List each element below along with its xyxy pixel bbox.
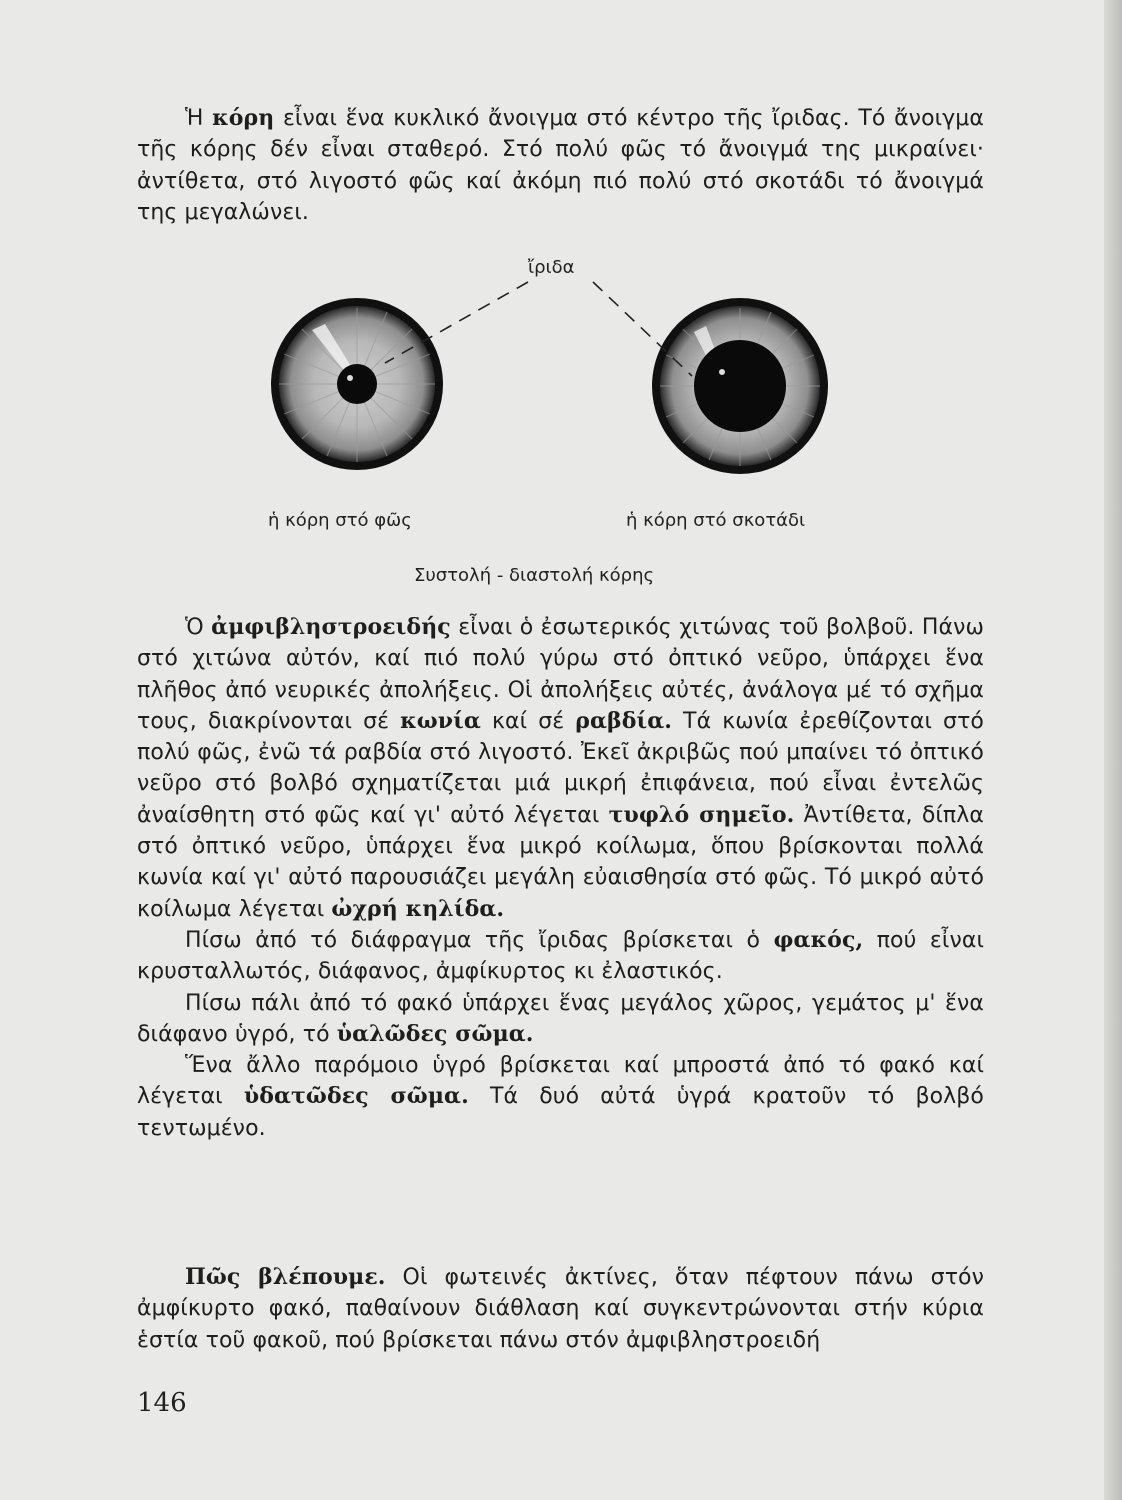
text-run: Ἡ	[185, 106, 213, 131]
bold-term: φακός,	[773, 926, 864, 953]
bold-term: ραβδία.	[575, 707, 673, 734]
eye-in-light	[271, 298, 443, 470]
paragraph-how-we-see	[137, 1262, 984, 1356]
paragraph-retina	[137, 612, 984, 925]
figure-title: Συστολή - διαστολή κόρης	[414, 565, 655, 586]
bold-term: Πῶς βλέπουμε.	[185, 1264, 386, 1290]
eye-in-dark	[652, 298, 828, 474]
text-run: Πίσω πάλι ἀπό τό φακό ὑπάρχει ἕνας μεγάλος χῶρος, γεμάτος μ' ἕνα διάφανο ὑγρό, τό	[137, 990, 984, 1047]
intro-text-block	[137, 103, 984, 228]
paragraph-lens	[137, 925, 984, 988]
bold-term: ὑαλῶδες σῶμα.	[336, 1020, 534, 1047]
paragraph-pupil	[137, 103, 984, 228]
page-number: 146	[137, 1388, 187, 1418]
iris-label: ἴριδα	[528, 257, 575, 278]
pupil-figure	[0, 250, 1122, 600]
text-run: εἶναι ἕνα κυκλικό ἄνοιγμα στό κέντρο τῆς ἴριδας. Τό ἄνοιγμα τῆς κόρης δέν εἶναι σταθερό. Στό πολύ φῶς τό ἄνοιγμά της μικραίνει· ἀντίθετα, στό λιγοστό φῶς καί ἀκόμη πιό πολύ στό σκοτάδι τό ἄνοιγμά της μεγαλώνει.	[137, 106, 984, 225]
text-run: Οἱ φωτεινές ἀκτίνες, ὅταν πέφτουν πάνω στόν ἀμφίκυρτο φακό, παθαίνουν διάθλαση καί συγκεντρώνονται στήν κύρια ἑστία τοῦ φακοῦ, πού βρίσκεται πάνω στόν ἀμφιβληστροειδή	[137, 1265, 985, 1353]
bold-term: ἀμφιβληστροειδής	[211, 614, 451, 640]
text-run: καί σέ	[480, 708, 576, 734]
text-run: Τά δυό αὐτά ὑγρά κρατοῦν τό βολβό τεντωμένο.	[137, 1084, 984, 1141]
page-edge	[1104, 0, 1122, 1500]
bold-term: κωνία	[400, 707, 481, 734]
large-pupil	[694, 340, 786, 432]
text-run: Ἕνα ἄλλο παρόμοιο ὑγρό βρίσκεται καί μπροστά ἀπό τό φακό καί λέγεται	[137, 1053, 984, 1110]
text-run: Τά κωνία ἐρεθίζονται στό πολύ φῶς, ἐνῶ τά ραβδία στό λιγοστό. Ἐκεῖ ἀκριβῶς πού μπαίνει τό ὀπτικό νεῦρο στό βολβό σχηματίζεται μιά μικρή ἐπιφάνεια, πού εἶναι ἐντελῶς ἀναίσθητη στό φῶς καί γι' αὐτό λέγεται	[137, 708, 984, 828]
bold-term: τυφλό σημεῖο.	[608, 801, 795, 828]
body-text-block	[137, 612, 984, 1144]
paragraph-vitreous	[137, 988, 984, 1051]
bold-term: κόρη	[212, 105, 275, 131]
seeing-text-block	[137, 1262, 984, 1356]
text-run: Πίσω ἀπό τό διάφραγμα τῆς ἴριδας βρίσκεται ὁ	[185, 927, 774, 953]
left-caption: ἡ κόρη στό φῶς	[268, 510, 412, 531]
small-pupil	[337, 364, 377, 404]
bold-term: ὠχρή κηλίδα.	[331, 895, 505, 922]
text-run: πού εἶναι κρυσταλλωτός, διάφανος, ἀμφίκυρτος κι ἐλαστικός.	[137, 927, 984, 985]
text-run: εἶναι ὁ ἐσωτερικός χιτώνας τοῦ βολβοῦ. Πάνω στό χιτώνα αὐτόν, καί πιό πολύ γύρω στό ὀπτικό νεῦρο, ὑπάρχει ἕνα πλῆθος ἀπό νευρικές ἀπολήξεις. Οἱ ἀπολήξεις αὐτές, ἀνάλογα μέ τό σχῆμα τους, διακρίνονται σέ	[137, 615, 984, 734]
iris-diagram	[0, 250, 1122, 600]
right-caption: ἡ κόρη στό σκοτάδι	[626, 510, 806, 531]
bold-term: ὑδατῶδες σῶμα.	[243, 1083, 469, 1110]
text-run: Ὁ	[185, 615, 212, 640]
text-run: Ἀντίθετα, δίπλα στό ὀπτικό νεῦρο, ὑπάρχει ἕνα μικρό κοίλωμα, ὅπου βρίσκονται πολλά κωνία καί γι' αὐτό παρουσιάζει μεγάλη εὐαισθησία στό φῶς. Τό μικρό αὐτό κοίλωμα λέγεται	[137, 802, 984, 922]
paragraph-aqueous	[137, 1050, 984, 1144]
